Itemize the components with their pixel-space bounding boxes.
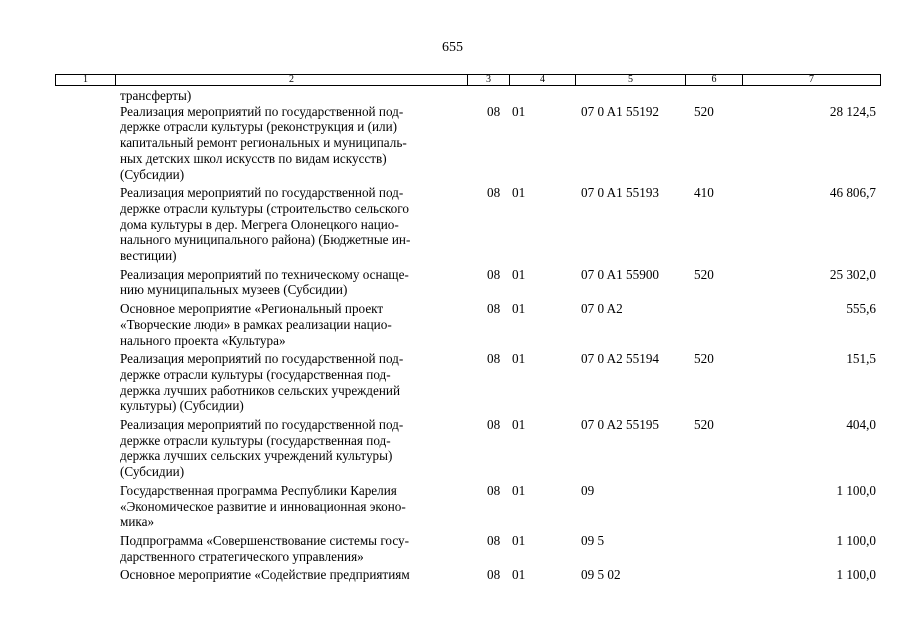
cell-section: 08 — [487, 301, 501, 317]
cell-empty — [55, 267, 115, 301]
cell-description — [115, 185, 467, 267]
cell-description — [115, 567, 467, 586]
cell-section: 08 — [487, 185, 501, 201]
description-line: Реализация мероприятий по государственной под- — [120, 185, 404, 201]
description-line: Подпрограмма «Совершенствование системы госу- — [120, 532, 410, 548]
description-line: держке отрасли культуры (строительство сельского — [120, 200, 409, 216]
cell-amount: 555,6 — [846, 301, 876, 317]
cell-description — [115, 351, 467, 417]
cell-expense-type — [685, 301, 742, 351]
column-header: 1 — [56, 75, 116, 86]
cell-amount: 1 100,0 — [836, 567, 876, 583]
cell-section: 08 — [487, 417, 501, 433]
description-line: (Субсидии) — [120, 464, 185, 480]
description-line: Реализация мероприятий по государственной под- — [120, 103, 404, 119]
cell-subsection: 01 — [512, 567, 526, 583]
cell-target-article: 09 5 02 — [581, 567, 621, 583]
cell-expense-type: 520 — [694, 266, 714, 282]
cell-expense-type: 520 — [694, 417, 714, 433]
cell-description — [115, 267, 467, 301]
cell-target-article: 07 0 A1 55192 — [581, 103, 660, 119]
column-header: 4 — [510, 75, 576, 86]
table-row — [55, 104, 880, 186]
description-line: дарственного стратегического управления» — [120, 548, 364, 564]
cell-description — [115, 301, 467, 351]
description-line: держка лучших работников сельских учреждений — [120, 382, 401, 398]
cell-description — [115, 104, 467, 186]
column-header: 5 — [576, 75, 686, 86]
column-header: 2 — [116, 75, 468, 86]
cell-description — [115, 483, 467, 533]
budget-table-body — [55, 88, 880, 586]
cell-empty — [55, 301, 115, 351]
cell-amount: 151,5 — [846, 351, 876, 367]
description-line: Реализация мероприятий по государственной под- — [120, 351, 404, 367]
cell-empty — [55, 533, 115, 567]
description-line: Основное мероприятие «Содействие предприятиям — [120, 567, 410, 583]
description-line: держке отрасли культуры (государственная под- — [120, 366, 391, 382]
cell-section: 08 — [487, 103, 501, 119]
cell-expense-type: 410 — [694, 185, 714, 201]
description-line: держке отрасли культуры (реконструкция и (или) — [120, 119, 398, 135]
table-row — [55, 533, 880, 567]
description-line: нию муниципальных музеев (Субсидии) — [120, 282, 348, 298]
cell-expense-type — [685, 533, 742, 567]
column-header-row — [56, 75, 881, 86]
cell-empty — [55, 483, 115, 533]
cell-target-article: 07 0 A1 55900 — [581, 266, 660, 282]
cell-amount: 28 124,5 — [829, 103, 876, 119]
cell-target-article: 07 0 A2 55195 — [581, 417, 660, 433]
cell-expense-type: 520 — [694, 103, 714, 119]
description-line: Основное мероприятие «Региональный проект — [120, 301, 384, 317]
table-row — [55, 267, 880, 301]
cell-subsection: 01 — [512, 482, 526, 498]
column-header: 7 — [743, 75, 881, 86]
budget-table — [55, 88, 880, 586]
cell-amount: 404,0 — [846, 417, 876, 433]
description-line: (Субсидии) — [120, 166, 185, 182]
description-line: Государственная программа Республики Карелия — [120, 482, 397, 498]
cell-target-article: 09 — [581, 482, 595, 498]
cell-section: 08 — [487, 482, 501, 498]
cell-amount: 25 302,0 — [829, 266, 876, 282]
description-line: «Экономическое развитие и инновационная эконо- — [120, 498, 406, 514]
cell-subsection: 01 — [512, 266, 526, 282]
table-row — [55, 567, 880, 586]
cell-expense-type: 520 — [694, 351, 714, 367]
page-number: 655 — [442, 40, 463, 55]
description-line: нального проекта «Культура» — [120, 332, 286, 348]
description-line: нального муниципального района) (Бюджетные ин- — [120, 232, 411, 248]
table-row — [55, 417, 880, 483]
table-row — [55, 301, 880, 351]
cell-subsection: 01 — [512, 301, 526, 317]
cell-empty — [55, 567, 115, 586]
cell-empty — [55, 104, 115, 186]
column-header: 6 — [686, 75, 743, 86]
table-row — [55, 483, 880, 533]
description-line: мика» — [120, 514, 155, 530]
cell-expense-type — [685, 567, 742, 586]
cell-description — [115, 533, 467, 567]
description-line: Реализация мероприятий по государственной под- — [120, 417, 404, 433]
description-line: Реализация мероприятий по техническому оснаще- — [120, 266, 409, 282]
cell-section: 08 — [487, 351, 501, 367]
cell-subsection: 01 — [512, 185, 526, 201]
description-line: дома культуры в дер. Мегрега Олонецкого нацио- — [120, 216, 399, 232]
cell-section: 08 — [487, 567, 501, 583]
cell-subsection: 01 — [512, 532, 526, 548]
cell-target-article: 07 0 A1 55193 — [581, 185, 660, 201]
description-line: «Творческие люди» в рамках реализации нацио- — [120, 316, 392, 332]
cell-section: 08 — [487, 266, 501, 282]
description-line: вестиции) — [120, 248, 177, 264]
cell-description — [115, 417, 467, 483]
cell-target-article: 07 0 A2 — [581, 301, 623, 317]
description-line: держке отрасли культуры (государственная под- — [120, 432, 391, 448]
cell-empty — [55, 185, 115, 267]
description-line: держка лучших сельских учреждений культуры) — [120, 448, 393, 464]
cell-section: 08 — [487, 532, 501, 548]
cell-empty — [55, 351, 115, 417]
cell-subsection: 01 — [512, 103, 526, 119]
continuation-row — [55, 88, 880, 104]
cell-empty — [55, 417, 115, 483]
table-row — [55, 351, 880, 417]
cell-target-article: 09 5 — [581, 532, 605, 548]
cell-subsection: 01 — [512, 417, 526, 433]
description-line: капитальный ремонт региональных и муниципаль- — [120, 135, 407, 151]
continuation-text: трансферты) — [120, 88, 192, 103]
description-line: ных детских школ искусств по видам искусств) — [120, 150, 387, 166]
cell-expense-type — [685, 483, 742, 533]
table-row — [55, 185, 880, 267]
description-line: культуры) (Субсидии) — [120, 398, 244, 414]
cell-subsection: 01 — [512, 351, 526, 367]
cell-target-article: 07 0 A2 55194 — [581, 351, 660, 367]
cell-amount: 46 806,7 — [829, 185, 876, 201]
cell-amount: 1 100,0 — [836, 482, 876, 498]
column-header: 3 — [468, 75, 510, 86]
column-header-table — [55, 74, 881, 86]
cell-amount: 1 100,0 — [836, 532, 876, 548]
